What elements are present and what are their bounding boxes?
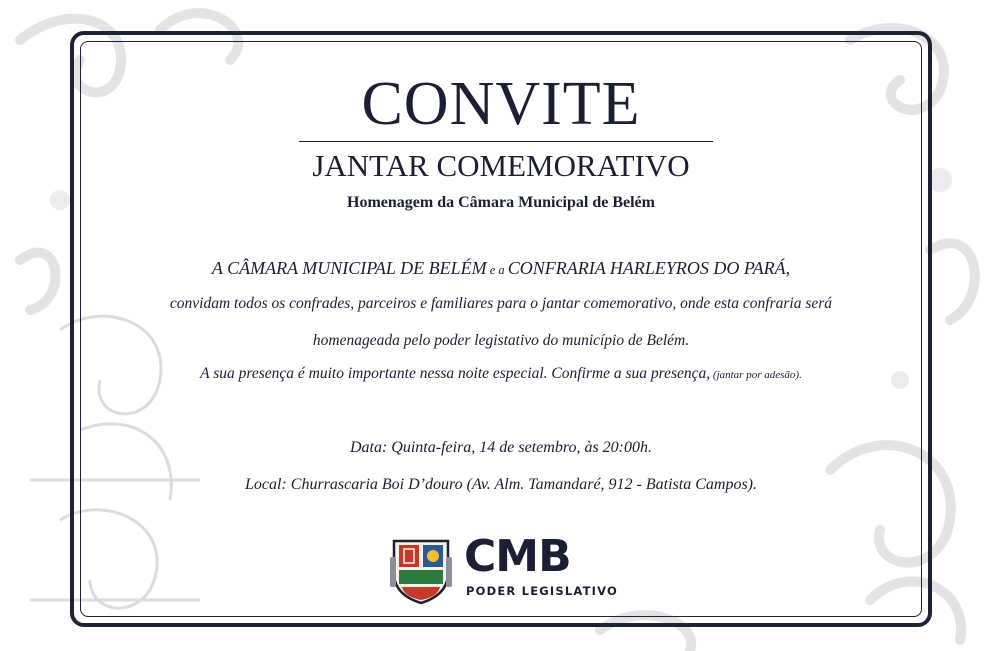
confraria-name: CONFRARIA HARLEYROS DO PARÁ, [507, 258, 791, 278]
logo-tagline: PODER LEGISLATIVO [466, 584, 618, 598]
body-line-4 [82, 365, 920, 395]
date-label: Data: [349, 439, 388, 456]
coat-of-arms-icon [390, 535, 452, 605]
title-divider [299, 141, 713, 142]
homenagem-line: Homenagem da Câmara Municipal de Belém [347, 194, 655, 211]
body-line-1 [82, 258, 920, 295]
date-value: Quinta-feira, 14 de setembro, às 20:00h. [387, 439, 653, 456]
event-details [82, 439, 920, 513]
invite-title: CONVITE [361, 70, 641, 138]
invite-subtitle: JANTAR COMEMORATIVO [312, 148, 690, 183]
cmb-logo [390, 531, 618, 605]
location-line [82, 476, 920, 513]
presence-text: A sua presença é muito importante nessa noite especial. Confirme a sua presença, [200, 365, 711, 382]
body-line-3: homenageada pelo poder legistativo do município de Belém. [312, 332, 690, 349]
location-value: Churrascaria Boi D’douro (Av. Alm. Tamandaré, 912 - Batista Campos). [286, 476, 757, 493]
location-label: Local: [244, 476, 287, 493]
invitation-body [82, 258, 920, 395]
conjunction: e a [486, 263, 508, 277]
adhesion-note: (jantar por adesão). [710, 369, 802, 381]
date-line [82, 439, 920, 476]
body-line-2: convidam todos os confrades, parceiros e familiares para o jantar comemorativo, onde esta confraria será [169, 295, 833, 312]
logo-wordmark: CMB [464, 531, 571, 582]
invitation-content [82, 43, 920, 615]
camara-name: A CÂMARA MUNICIPAL DE BELÉM [211, 258, 487, 278]
